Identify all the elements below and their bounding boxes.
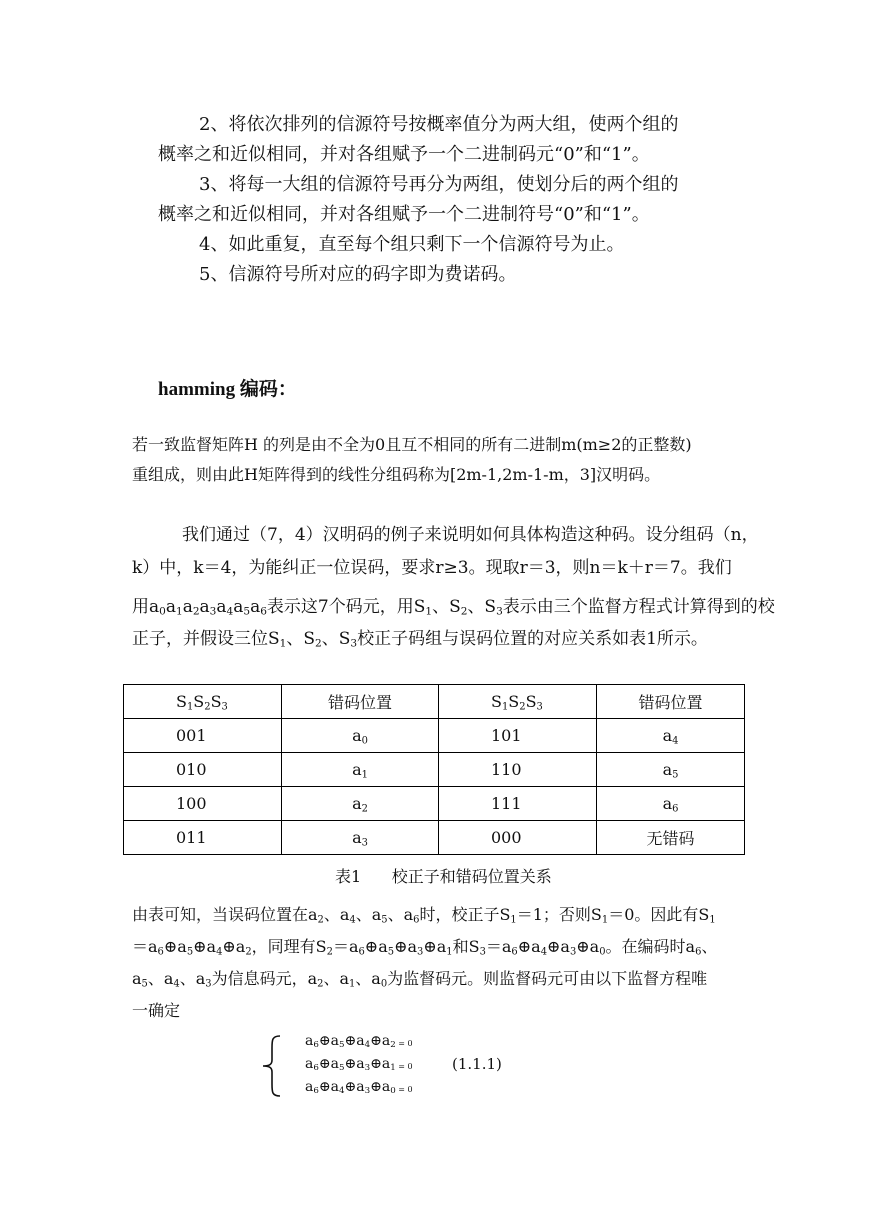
syndrome-table [123, 684, 745, 855]
step-3-line-2: 概率之和近似相同，并对各组赋予一个二进制符号“0”和“1”。 [158, 204, 650, 225]
step-3-line-1: 3、将每一大组的信源符号再分为两组，使划分后的两个组的 [199, 174, 679, 195]
paragraph-line-4: 正子，并假设三位$S_1$、$S_2$、$S_3$校正子码组与误码位置的对应关系如表1所示。 [132, 629, 708, 650]
definition-line-1: 若一致监督矩阵H 的列是由不全为0且互不相同的所有二进制m(m≥2的正整数) [132, 435, 692, 454]
table-cell: $a_1$ [282, 753, 439, 787]
table-caption: 表1 校正子和错码位置关系 [335, 867, 552, 886]
table-row [124, 787, 745, 821]
table-cell: 010 [124, 753, 282, 787]
equation-label: (1.1.1) [452, 1055, 502, 1073]
equation-2: $a_6\oplus a_5\oplus a_3\oplus a_1 = 0$ [305, 1056, 413, 1074]
table-cell: 100 [124, 787, 282, 821]
paragraph-line-2: k）中，k＝4，为能纠正一位误码，要求r≥3。现取r＝3，则n＝k＋r＝7。我们 [132, 558, 732, 578]
table-cell: $S_1S_2S_3$ [439, 685, 597, 719]
table-row [124, 685, 745, 719]
equation-3: $a_6\oplus a_4\oplus a_3\oplus a_0 = 0$ [305, 1079, 413, 1097]
step-2-line-2: 概率之和近似相同，并对各组赋予一个二进制码元“0”和“1”。 [158, 144, 650, 165]
table-cell: $a_6$ [597, 787, 745, 821]
table-cell: $a_0$ [282, 719, 439, 753]
table-cell: 000 [439, 821, 597, 855]
table-row [124, 821, 745, 855]
table-cell: $S_1S_2S_3$ [124, 685, 282, 719]
section-heading: hamming 编码： [158, 379, 297, 400]
paragraph-line-3: 用$a_0a_1a_2a_3a_4a_5a_6$表示这7个码元，用$S_1$、$S_2$、$S_3$表示由三个监督方程式计算得到的校 [132, 597, 775, 618]
equation-1: $a_6\oplus a_5\oplus a_4\oplus a_2 = 0$ [305, 1033, 413, 1051]
table-cell: 101 [439, 719, 597, 753]
table-cell: $a_4$ [597, 719, 745, 753]
explanation-line-1: 由表可知，当误码位置在$a_2$、$a_4$、$a_5$、$a_6$时，校正子$S_1=1$；否则$S_1=0$。因此有$S_1$ [132, 905, 716, 926]
table-cell: 111 [439, 787, 597, 821]
left-brace-icon [258, 1034, 288, 1098]
table-cell: 错码位置 [282, 685, 439, 719]
table-row [124, 753, 745, 787]
table-cell: 001 [124, 719, 282, 753]
explanation-line-3: $a_5$、$a_4$、$a_3$为信息码元，$a_2$、$a_1$、$a_0$为监督码元。则监督码元可由以下监督方程唯 [132, 969, 708, 990]
table-cell: $a_5$ [597, 753, 745, 787]
table-cell: 110 [439, 753, 597, 787]
table-row [124, 719, 745, 753]
table-cell: 无错码 [597, 821, 745, 855]
table-cell: $a_2$ [282, 787, 439, 821]
table-cell: $a_3$ [282, 821, 439, 855]
explanation-line-2: $=a_6\oplus a_5\oplus a_4\oplus a_2$，同理有$S_2=a_6\oplus a_5\oplus a_3\oplus a_1$和$S_3=a_6\oplus a_4\oplus a_3\oplus a_0$。在编码时$a_6$、 [132, 937, 718, 958]
step-2-line-1: 2、将依次排列的信源符号按概率值分为两大组，使两个组的 [199, 114, 679, 135]
explanation-line-4: 一确定 [132, 1001, 181, 1020]
table-cell: 错码位置 [597, 685, 745, 719]
table-cell: 011 [124, 821, 282, 855]
definition-line-2: 重组成，则由此H矩阵得到的线性分组码称为[2m-1,2m-1-m，3]汉明码。 [132, 465, 661, 484]
paragraph-line-1: 我们通过（7，4）汉明码的例子来说明如何具体构造这种码。设分组码（n， [182, 525, 759, 545]
step-4: 4、如此重复，直至每个组只剩下一个信源符号为止。 [199, 234, 625, 255]
step-5: 5、信源符号所对应的码字即为费诺码。 [199, 264, 517, 285]
